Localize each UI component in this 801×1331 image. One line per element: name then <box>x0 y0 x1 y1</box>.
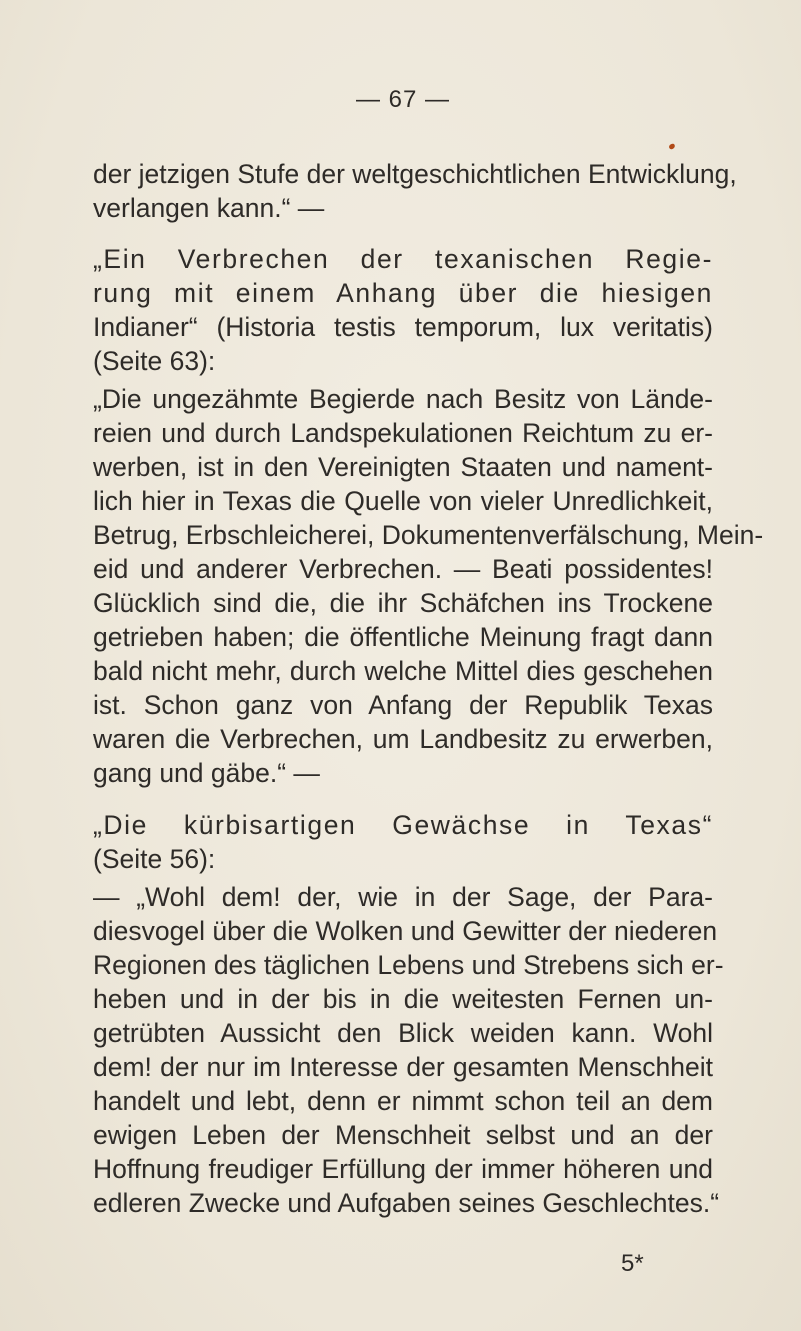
text-line: werben, ist in den Vereinigten Staaten und nament- <box>93 452 713 482</box>
text-line: waren die Verbrechen, um Landbesitz zu erwerben, <box>93 724 713 754</box>
text-line: Regionen des täglichen Lebens und Strebens sich er- <box>93 950 724 980</box>
page-number: — 67 — <box>355 86 451 113</box>
text-line: heben und in der bis in die weitesten Fernen un- <box>93 984 713 1014</box>
text-line: Hoffnung freudiger Erfüllung der immer höheren und <box>93 1154 713 1184</box>
book-page <box>93 0 764 1331</box>
text-line: „Die ungezähmte Begierde nach Besitz von Lände- <box>93 384 713 414</box>
text-line: getrübten Aussicht den Blick weiden kann. Wohl <box>93 1018 713 1048</box>
text-line: Indianer“ (Historia testis temporum, lux veritatis) <box>93 312 713 342</box>
text-line: lich hier in Texas die Quelle von vieler Unredlichkeit, <box>93 486 713 516</box>
text-line: reien und durch Landspekulationen Reichtum zu er- <box>93 418 713 448</box>
text-line: Betrug, Erbschleicherei, Dokumentenverfälschung, Mein- <box>93 520 764 550</box>
text-line: handelt und lebt, denn er nimmt schon teil an dem <box>93 1086 713 1116</box>
text-line: eid und anderer Verbrechen. — Beati possidentes! <box>93 554 713 584</box>
text-line: (Seite 56): <box>93 844 216 874</box>
heading-line: rung mit einem Anhang über die hiesigen <box>93 278 713 308</box>
text-line: — „Wohl dem! der, wie in der Sage, der Para- <box>93 882 713 912</box>
text-line: (Seite 63): <box>93 346 216 376</box>
heading-line: „Ein Verbrechen der texanischen Regie- <box>93 244 713 274</box>
ink-speck <box>668 143 676 150</box>
heading-line: „Die kürbisartigen Gewächse in Texas“ <box>93 810 713 840</box>
text-line: bald nicht mehr, durch welche Mittel dies geschehen <box>93 656 713 686</box>
catchword: 5* <box>621 1250 644 1277</box>
text-line: edleren Zwecke und Aufgaben seines Geschlechtes.“ <box>93 1188 720 1218</box>
text-line: ewigen Leben der Menschheit selbst und an der <box>93 1120 713 1150</box>
text-line: verlangen kann.“ — <box>93 193 325 223</box>
text-line: ist. Schon ganz von Anfang der Republik Texas <box>93 690 713 720</box>
text-line: dem! der nur im Interesse der gesamten Menschheit <box>93 1052 713 1082</box>
text-line: gang und gäbe.“ — <box>93 758 320 788</box>
text-line: der jetzigen Stufe der weltgeschichtlichen Entwicklung, <box>93 159 737 189</box>
text-line: getrieben haben; die öffentliche Meinung fragt dann <box>93 622 713 652</box>
text-line: diesvogel über die Wolken und Gewitter der niederen <box>93 916 718 946</box>
text-line: Glücklich sind die, die ihr Schäfchen ins Trockene <box>93 588 713 618</box>
